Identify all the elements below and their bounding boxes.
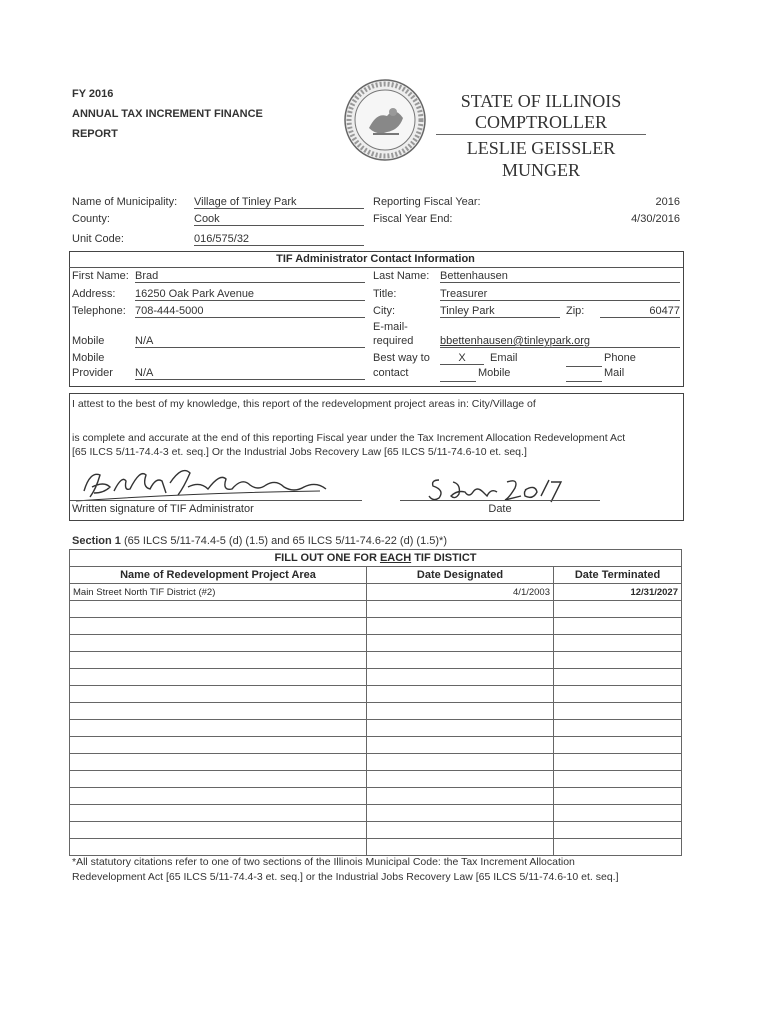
- date-designated-cell[interactable]: [367, 601, 554, 618]
- date-terminated-cell[interactable]: 12/31/2027: [554, 584, 682, 601]
- table-row: [70, 805, 682, 822]
- date-designated-cell[interactable]: [367, 839, 554, 856]
- date-terminated-cell[interactable]: [554, 635, 682, 652]
- provider-label-line1: Mobile: [72, 352, 105, 364]
- attest-line2: is complete and accurate at the end of this reporting Fiscal year under the Tax Increment Allocation Redevelopment Act: [72, 432, 626, 444]
- address-label: Address:: [72, 288, 116, 300]
- column-header-designated: Date Designated: [367, 567, 554, 584]
- column-header-terminated: Date Terminated: [554, 567, 682, 584]
- date-terminated-cell[interactable]: [554, 754, 682, 771]
- project-area-cell[interactable]: [70, 805, 367, 822]
- date-designated-cell[interactable]: 4/1/2003: [367, 584, 554, 601]
- date-designated-cell[interactable]: [367, 618, 554, 635]
- date-terminated-cell[interactable]: [554, 822, 682, 839]
- date-designated-cell[interactable]: [367, 788, 554, 805]
- tif-district-table: [69, 549, 682, 856]
- fill-instruction: [70, 550, 682, 567]
- date-designated-cell[interactable]: [367, 737, 554, 754]
- first-name-value: Brad: [135, 270, 365, 283]
- state-name: STATE OF ILLINOIS: [460, 91, 622, 111]
- email-link[interactable]: bbettenhausen@tinleypark.org: [440, 335, 590, 347]
- table-row: [70, 703, 682, 720]
- project-area-cell[interactable]: [70, 737, 367, 754]
- table-row: [70, 839, 682, 856]
- project-area-cell[interactable]: [70, 788, 367, 805]
- section-title: [72, 535, 447, 547]
- mobile-value: N/A: [135, 335, 365, 348]
- project-area-cell[interactable]: [70, 669, 367, 686]
- contact-title-rule: [69, 267, 683, 268]
- email-option-mark[interactable]: X: [440, 352, 484, 365]
- city-label: City:: [373, 305, 395, 317]
- phone-option-blank[interactable]: [566, 365, 602, 367]
- best-contact-label-line2: contact: [373, 367, 409, 379]
- city-value: Tinley Park: [440, 305, 560, 318]
- fill-instruction-each: EACH: [379, 552, 412, 564]
- first-name-label: First Name:: [72, 270, 129, 282]
- table-header-row: [70, 567, 682, 584]
- project-area-cell[interactable]: [70, 822, 367, 839]
- signature-line: [70, 500, 362, 501]
- fiscal-year-end-label: Fiscal Year End:: [373, 213, 453, 225]
- table-row: [70, 652, 682, 669]
- municipality-value: Village of Tinley Park: [194, 196, 364, 209]
- project-area-cell[interactable]: [70, 754, 367, 771]
- project-area-cell[interactable]: Main Street North TIF District (#2): [70, 584, 367, 601]
- mail-option-label: Mail: [604, 367, 625, 379]
- table-row: [70, 618, 682, 635]
- report-title-line2: REPORT: [72, 128, 118, 140]
- project-area-cell[interactable]: [70, 652, 367, 669]
- table-row: [70, 720, 682, 737]
- mail-option-blank[interactable]: [566, 380, 602, 382]
- table-row: [70, 584, 682, 601]
- column-header-name: Name of Redevelopment Project Area: [70, 567, 367, 584]
- date-terminated-cell[interactable]: [554, 652, 682, 669]
- county-value: Cook: [194, 213, 364, 226]
- date-designated-cell[interactable]: [367, 805, 554, 822]
- email-value: [440, 335, 680, 348]
- state-seal-icon: [343, 78, 427, 162]
- reporting-year-value: 2016: [655, 196, 680, 208]
- provider-label-line2: Provider: [72, 367, 113, 379]
- date-terminated-cell[interactable]: [554, 737, 682, 754]
- date-terminated-cell[interactable]: [554, 720, 682, 737]
- telephone-label: Telephone:: [72, 305, 126, 317]
- mobile-label: Mobile: [72, 335, 105, 347]
- date-designated-cell[interactable]: [367, 686, 554, 703]
- table-body: [70, 584, 682, 856]
- zip-label: Zip:: [566, 305, 585, 317]
- date-designated-cell[interactable]: [367, 703, 554, 720]
- report-title-line1: ANNUAL TAX INCREMENT FINANCE: [72, 108, 263, 120]
- reporting-year-label: Reporting Fiscal Year:: [373, 196, 481, 208]
- table-row: [70, 788, 682, 805]
- date-label: Date: [488, 503, 512, 515]
- date-designated-cell[interactable]: [367, 652, 554, 669]
- title-value: Treasurer: [440, 288, 680, 301]
- provider-value: N/A: [135, 367, 365, 380]
- attest-line3: [65 ILCS 5/11-74.4-3 et. seq.] Or the Industrial Jobs Recovery Law [65 ILCS 5/11-74.6-10 et. seq.]: [72, 446, 527, 458]
- phone-option-label: Phone: [604, 352, 636, 364]
- report-header: [72, 84, 263, 144]
- table-row: [70, 771, 682, 788]
- date-terminated-cell[interactable]: [554, 771, 682, 788]
- county-label: County:: [72, 213, 110, 225]
- table-row: [70, 635, 682, 652]
- municipality-label: Name of Municipality:: [72, 196, 178, 208]
- attest-line1: I attest to the best of my knowledge, this report of the redevelopment project areas in: City/Village of: [72, 398, 536, 410]
- email-option-label: Email: [490, 352, 518, 364]
- fiscal-year-heading: FY 2016: [72, 88, 114, 100]
- zip-value: 60477: [600, 305, 680, 318]
- last-name-label: Last Name:: [373, 270, 430, 282]
- date-line: [400, 500, 600, 501]
- date-terminated-cell[interactable]: [554, 618, 682, 635]
- table-row: [70, 601, 682, 618]
- office-rule: [436, 134, 646, 135]
- date-terminated-cell[interactable]: [554, 788, 682, 805]
- title-label: Title:: [373, 288, 397, 300]
- address-value: 16250 Oak Park Avenue: [135, 288, 365, 301]
- section-citation: (65 ILCS 5/11-74.4-5 (d) (1.5) and 65 ILCS 5/11-74.6-22 (d) (1.5)*): [120, 535, 447, 547]
- comptroller-name: LESLIE GEISSLER MUNGER: [466, 138, 616, 180]
- table-row: [70, 754, 682, 771]
- date-designated-cell[interactable]: [367, 754, 554, 771]
- mobile-option-label: Mobile: [478, 367, 511, 379]
- project-area-cell[interactable]: [70, 618, 367, 635]
- signature-label: Written signature of TIF Administrator: [72, 503, 254, 515]
- date-terminated-cell[interactable]: [554, 703, 682, 720]
- fiscal-year-end-value: 4/30/2016: [631, 213, 680, 225]
- footnote-line2: Redevelopment Act [65 ILCS 5/11-74.4-3 et. seq.] or the Industrial Jobs Recovery Law [65 ILCS 5/11-74.6-10 et. seq.]: [72, 871, 619, 883]
- table-instruction-row: [70, 550, 682, 567]
- date-terminated-cell[interactable]: [554, 805, 682, 822]
- date-designated-cell[interactable]: [367, 635, 554, 652]
- date-designated-cell[interactable]: [367, 720, 554, 737]
- telephone-value: 708-444-5000: [135, 305, 365, 318]
- date-designated-cell[interactable]: [367, 669, 554, 686]
- email-label-line1: E-mail-: [373, 321, 408, 333]
- fill-instruction-pre: FILL OUT ONE FOR: [274, 552, 380, 564]
- section-number: Section 1: [72, 535, 121, 547]
- project-area-cell[interactable]: [70, 601, 367, 618]
- date-terminated-cell[interactable]: [554, 686, 682, 703]
- office-name: COMPTROLLER: [474, 112, 607, 132]
- date-terminated-cell[interactable]: [554, 839, 682, 856]
- table-row: [70, 737, 682, 754]
- contact-title: TIF Administrator Contact Information: [276, 253, 475, 265]
- unit-code-value: 016/575/32: [194, 233, 364, 246]
- unit-code-label: Unit Code:: [72, 233, 124, 245]
- project-area-cell[interactable]: [70, 839, 367, 856]
- date-designated-cell[interactable]: [367, 771, 554, 788]
- project-area-cell[interactable]: [70, 703, 367, 720]
- project-area-cell[interactable]: [70, 686, 367, 703]
- best-contact-label-line1: Best way to: [373, 352, 430, 364]
- date-designated-cell[interactable]: [367, 822, 554, 839]
- project-area-cell[interactable]: [70, 635, 367, 652]
- table-row: [70, 686, 682, 703]
- project-area-cell[interactable]: [70, 720, 367, 737]
- comptroller-block: [436, 90, 646, 181]
- table-row: [70, 822, 682, 839]
- email-label-line2: required: [373, 335, 414, 347]
- footnote-line1: *All statutory citations refer to one of two sections of the Illinois Municipal Code: the Tax Increment Allocation: [72, 856, 575, 868]
- mobile-option-blank[interactable]: [440, 380, 476, 382]
- table-row: [70, 669, 682, 686]
- date-terminated-cell[interactable]: [554, 669, 682, 686]
- last-name-value: Bettenhausen: [440, 270, 680, 283]
- project-area-cell[interactable]: [70, 771, 367, 788]
- date-terminated-cell[interactable]: [554, 601, 682, 618]
- fill-instruction-post: TIF DISTICT: [411, 552, 477, 564]
